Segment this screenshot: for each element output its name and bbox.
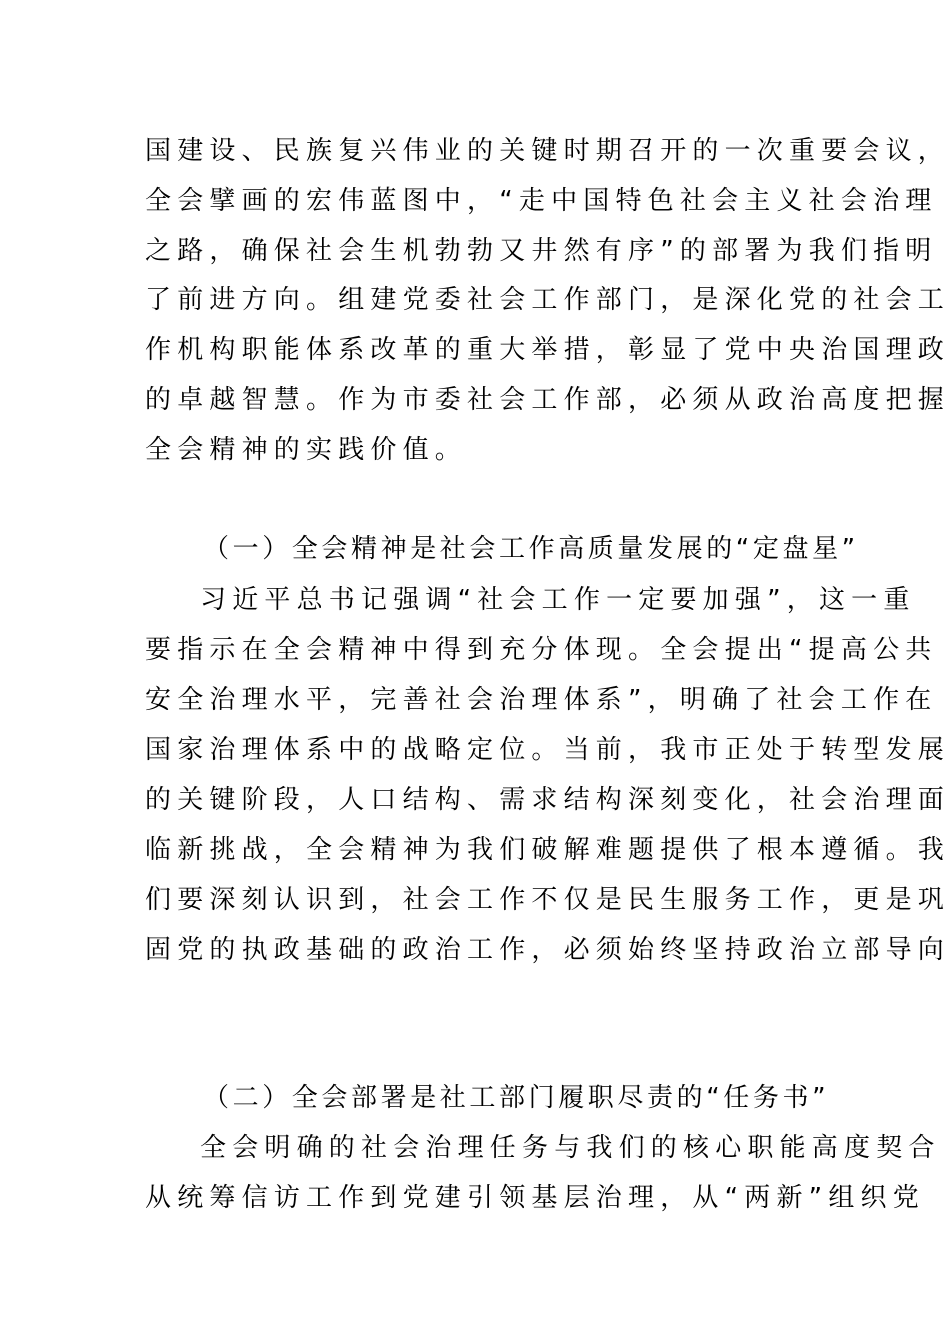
paragraph-line: 习近平总书记强调“社会工作一定要加强”，这一重 bbox=[200, 585, 916, 615]
paragraph-line: 作机构职能体系改革的重大举措，彰显了党中央治国理政 bbox=[145, 335, 950, 365]
paragraph-line: 国家治理体系中的战略定位。当前，我市正处于转型发展 bbox=[145, 735, 950, 765]
paragraph-line: 的关键阶段，人口结构、需求结构深刻变化，社会治理面 bbox=[145, 785, 950, 815]
paragraph-line: 要指示在全会精神中得到充分体现。全会提出“提高公共 bbox=[145, 635, 938, 665]
paragraph-line: 之路，确保社会生机勃勃又井然有序”的部署为我们指明 bbox=[145, 236, 938, 266]
paragraph-line: 全会擘画的宏伟蓝图中，“走中国特色社会主义社会治理 bbox=[145, 186, 938, 216]
paragraph-line: 们要深刻认识到，社会工作不仅是民生服务工作，更是巩 bbox=[145, 885, 950, 915]
section-1-heading: （一）全会精神是社会工作高质量发展的“定盘星” bbox=[203, 534, 859, 564]
paragraph-line: 国建设、民族复兴伟业的关键时期召开的一次重要会议， bbox=[145, 136, 950, 166]
paragraph-line: 临新挑战，全会精神为我们破解难题提供了根本遵循。我 bbox=[145, 835, 950, 865]
paragraph-line: 全会明确的社会治理任务与我们的核心职能高度契合 bbox=[200, 1133, 941, 1163]
paragraph-line: 的卓越智慧。作为市委社会工作部，必须从政治高度把握 bbox=[145, 385, 950, 415]
paragraph-line: 安全治理水平，完善社会治理体系”，明确了社会工作在 bbox=[145, 685, 938, 715]
paragraph-line: 从统筹信访工作到党建引领基层治理，从“两新”组织党 bbox=[145, 1183, 925, 1213]
paragraph-line: 固党的执政基础的政治工作，必须始终坚持政治立部导向 bbox=[145, 935, 950, 965]
paragraph-line: 了前进方向。组建党委社会工作部门，是深化党的社会工 bbox=[145, 285, 950, 315]
section-2-heading: （二）全会部署是社工部门履职尽责的“任务书” bbox=[203, 1083, 830, 1113]
paragraph-line: 全会精神的实践价值。 bbox=[145, 435, 468, 465]
